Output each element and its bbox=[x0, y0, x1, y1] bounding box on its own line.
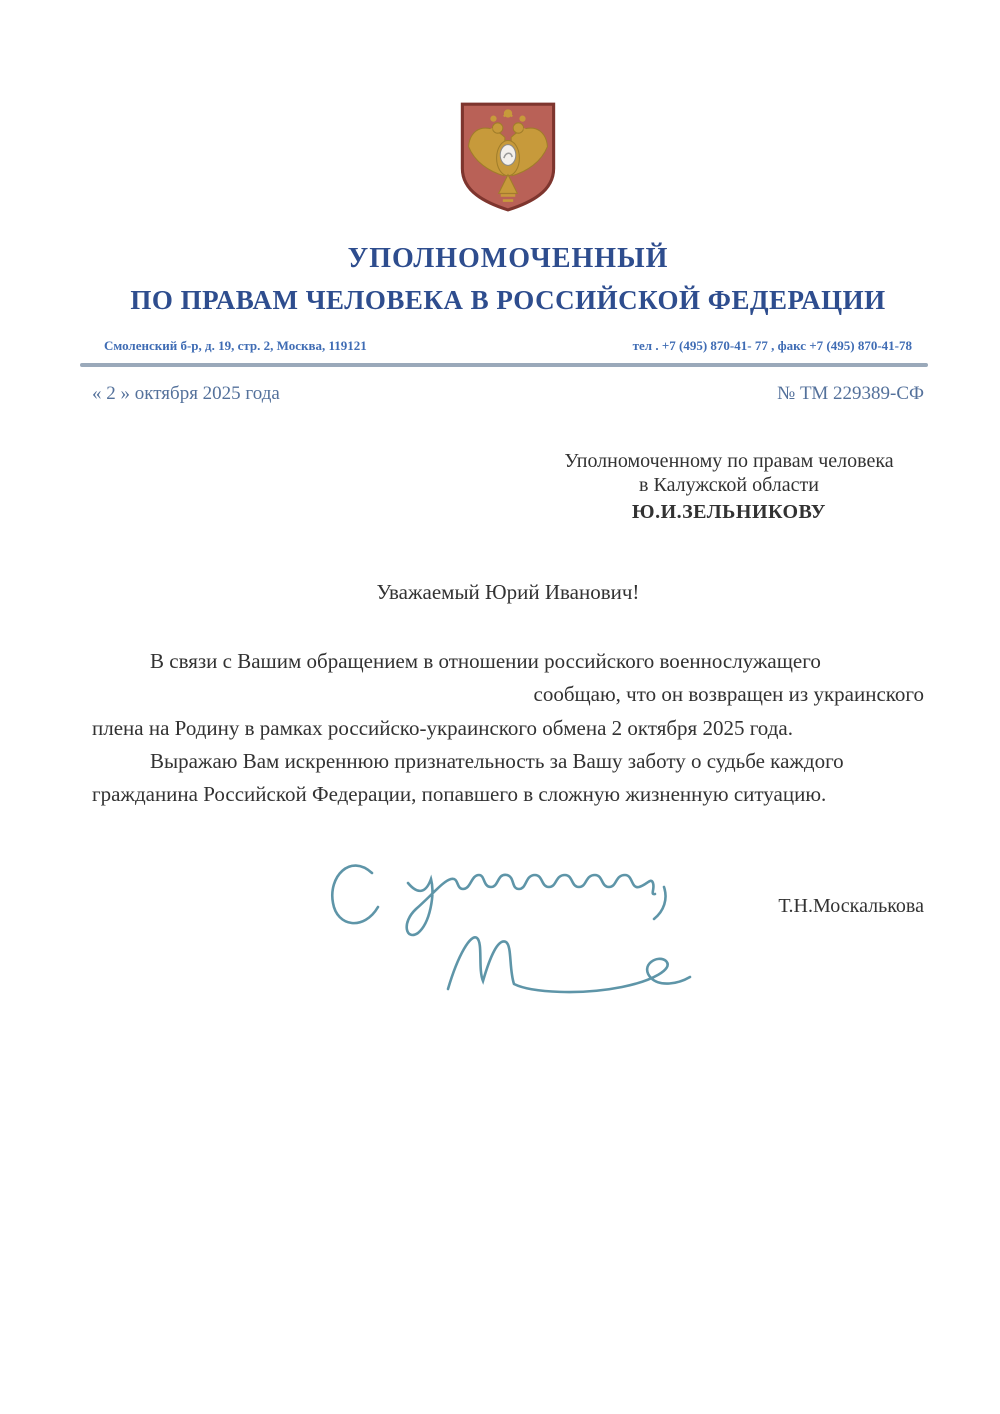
letterhead-phone-fax: тел . +7 (495) 870-41- 77 , факс +7 (495) 870-41-78 bbox=[632, 338, 912, 353]
recipient-line2: в Калужской области bbox=[639, 474, 819, 497]
salutation: Уважаемый Юрий Иванович! bbox=[376, 580, 640, 605]
letterhead-contacts bbox=[92, 338, 924, 354]
letterhead-title-line1: УПОЛНОМОЧЕННЫЙ bbox=[347, 243, 669, 274]
paragraph2-line1: Выражаю Вам искреннюю признательность за Вашу заботу о судьбе каждого bbox=[150, 748, 844, 773]
paragraph2-line2: гражданина Российской Федерации, попавшего в сложную жизненную ситуацию. bbox=[92, 781, 827, 806]
letterhead-title-line2: ПО ПРАВАМ ЧЕЛОВЕКА В РОССИЙСКОЙ ФЕДЕРАЦИИ bbox=[130, 285, 886, 315]
paragraph1-line3: плена на Родину в рамках российско-украинского обмена 2 октября 2025 года. bbox=[92, 715, 793, 740]
recipient-line1: Уполномоченному по правам человека bbox=[564, 450, 894, 472]
recipient-block bbox=[534, 449, 924, 524]
emblem-wrap bbox=[92, 100, 924, 217]
letter-body bbox=[92, 645, 924, 811]
russia-coat-of-arms-icon bbox=[456, 100, 560, 212]
letter-date: « 2 » октября 2025 года bbox=[92, 383, 280, 404]
signer-name: Т.Н.Москалькова bbox=[778, 895, 924, 918]
letter-number: № ТМ 229389-СФ bbox=[777, 383, 924, 404]
meta-row bbox=[92, 383, 924, 405]
signature-block bbox=[92, 837, 924, 1027]
paragraph1-line1: В связи с Вашим обращением в отношении российского военнослужащего bbox=[150, 649, 821, 674]
letterhead-address: Смоленский б-р, д. 19, стр. 2, Москва, 119121 bbox=[104, 338, 367, 353]
paragraph1-line2: сообщаю, что он возвращен из украинского bbox=[533, 682, 924, 707]
handwritten-signature-icon bbox=[320, 837, 700, 1005]
letterhead-divider bbox=[80, 363, 928, 367]
recipient-name: Ю.И.ЗЕЛЬНИКОВУ bbox=[632, 500, 826, 523]
